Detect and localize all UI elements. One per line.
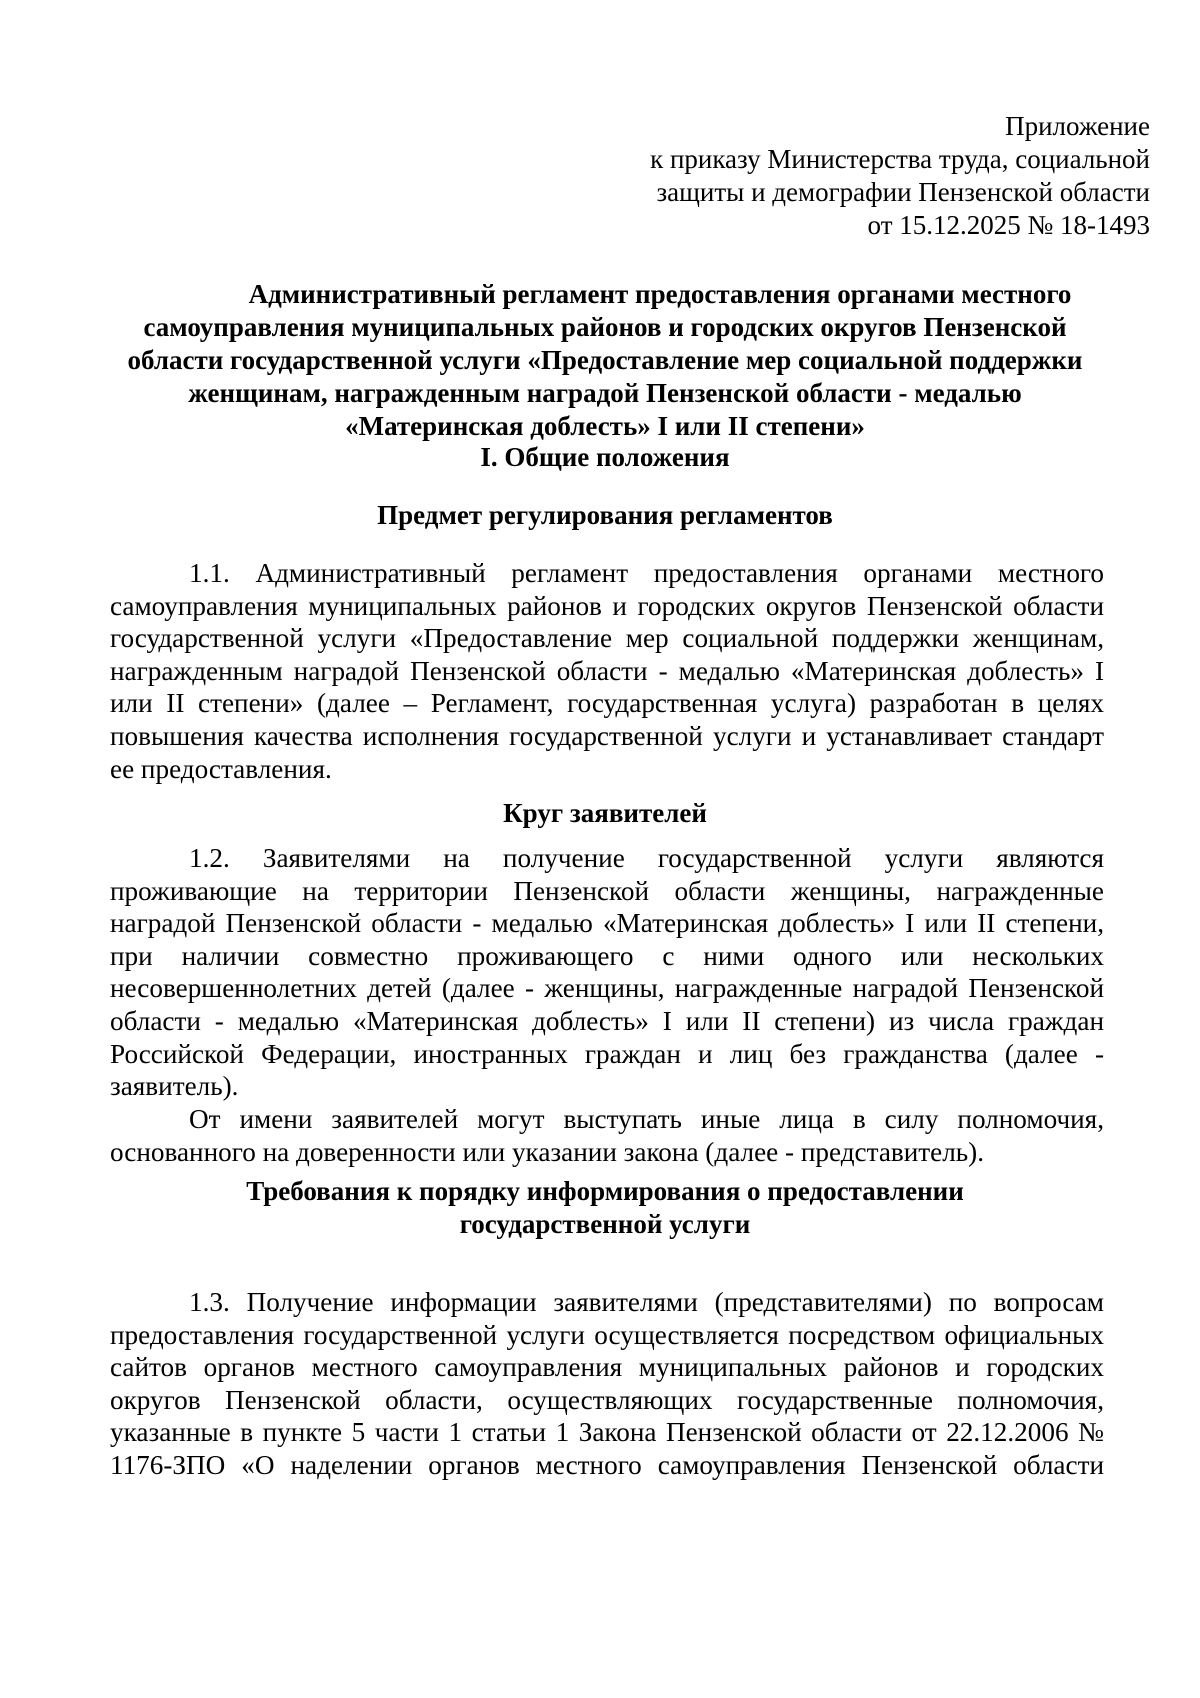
paragraph-1-3 bbox=[110, 1286, 1104, 1482]
title-line: самоуправления муниципальных районов и городских округов Пензенской bbox=[143, 312, 1067, 342]
paragraph-representative bbox=[110, 1103, 1104, 1168]
paragraph-line: указанные в пункте 5 части 1 статьи 1 Закона Пензенской области от 22.12.2006 № bbox=[110, 1417, 1104, 1448]
paragraph-line: заявитель). bbox=[110, 1071, 239, 1102]
paragraph-line: сайтов органов местного самоуправления муниципальных районов и городских bbox=[110, 1352, 1104, 1383]
subheading-information-requirements-line2: государственной услуги bbox=[459, 1209, 751, 1239]
paragraph-line: 1176-ЗПО «О наделении органов местного самоуправления Пензенской области bbox=[110, 1449, 1104, 1480]
paragraph-line: области - медалью «Материнская доблесть» I или II степени) из числа граждан bbox=[110, 1005, 1104, 1036]
paragraph-line: при наличии совместно проживающего с ними одного или нескольких bbox=[110, 940, 1104, 971]
subheading-regulation-subject: Предмет регулирования регламентов bbox=[377, 500, 833, 530]
section-heading-general: I. Общие положения bbox=[480, 442, 730, 472]
subheading-applicants: Круг заявителей bbox=[503, 798, 707, 828]
paragraph-line: проживающие на территории Пензенской области женщины, награжденные bbox=[110, 875, 1104, 906]
paragraph-1-1 bbox=[110, 557, 1104, 785]
paragraph-line: предоставления государственной услуги осуществляется посредством официальных bbox=[110, 1319, 1104, 1350]
paragraph-line: 1.3. Получение информации заявителями (представителями) по вопросам bbox=[189, 1287, 1104, 1317]
paragraph-line: 1.1. Административный регламент предоставления органами местного bbox=[189, 558, 1104, 588]
title-line: области государственной услуги «Предоставление мер социальной поддержки bbox=[127, 345, 1083, 375]
paragraph-line: самоуправления муниципальных районов и городских округов Пензенской области bbox=[110, 590, 1104, 621]
document-title bbox=[110, 278, 1100, 443]
paragraph-line: несовершеннолетних детей (далее - женщины, награжденные наградой Пензенской bbox=[110, 973, 1104, 1004]
appendix-date-number: от 15.12.2025 № 18-1493 bbox=[867, 210, 1150, 240]
paragraph-line: От имени заявителей могут выступать иные лица в силу полномочия, bbox=[189, 1104, 1104, 1134]
appendix-ministry-line: защиты и демографии Пензенской области bbox=[656, 177, 1150, 207]
title-line: женщинам, награжденным наградой Пензенской области - медалью bbox=[188, 378, 1022, 408]
subheading-information-requirements-line1: Требования к порядку информирования о предоставлении bbox=[246, 1176, 964, 1206]
paragraph-line: основанного на доверенности или указании закона (далее - представитель). bbox=[110, 1136, 985, 1167]
paragraph-line: наградой Пензенской области - медалью «Материнская доблесть» I или II степени, bbox=[110, 908, 1104, 939]
appendix-order-line: к приказу Министерства труда, социальной bbox=[650, 144, 1150, 174]
paragraph-line: ее предоставления. bbox=[110, 753, 332, 784]
paragraph-line: повышения качества исполнения государственной услуги и устанавливает стандарт bbox=[110, 720, 1104, 751]
paragraph-line: Российской Федерации, иностранных граждан и лиц без гражданства (далее - bbox=[110, 1038, 1104, 1069]
appendix-header bbox=[590, 110, 1150, 242]
paragraph-line: или II степени» (далее – Регламент, государственная услуга) разработан в целях bbox=[110, 688, 1104, 719]
paragraph-line: награжденным наградой Пензенской области - медалью «Материнская доблесть» I bbox=[110, 655, 1104, 686]
paragraph-line: 1.2. Заявителями на получение государственной услуги являются bbox=[189, 843, 1104, 873]
paragraph-line: государственной услуги «Предоставление мер социальной поддержки женщинам, bbox=[110, 623, 1104, 654]
paragraph-1-2 bbox=[110, 842, 1104, 1103]
paragraph-line: округов Пензенской области, осуществляющих государственные полномочия, bbox=[110, 1384, 1104, 1415]
title-line: «Материнская доблесть» I или II степени» bbox=[345, 411, 865, 441]
appendix-label: Приложение bbox=[1005, 111, 1150, 141]
title-line: Административный регламент предоставления органами местного bbox=[248, 279, 1072, 309]
